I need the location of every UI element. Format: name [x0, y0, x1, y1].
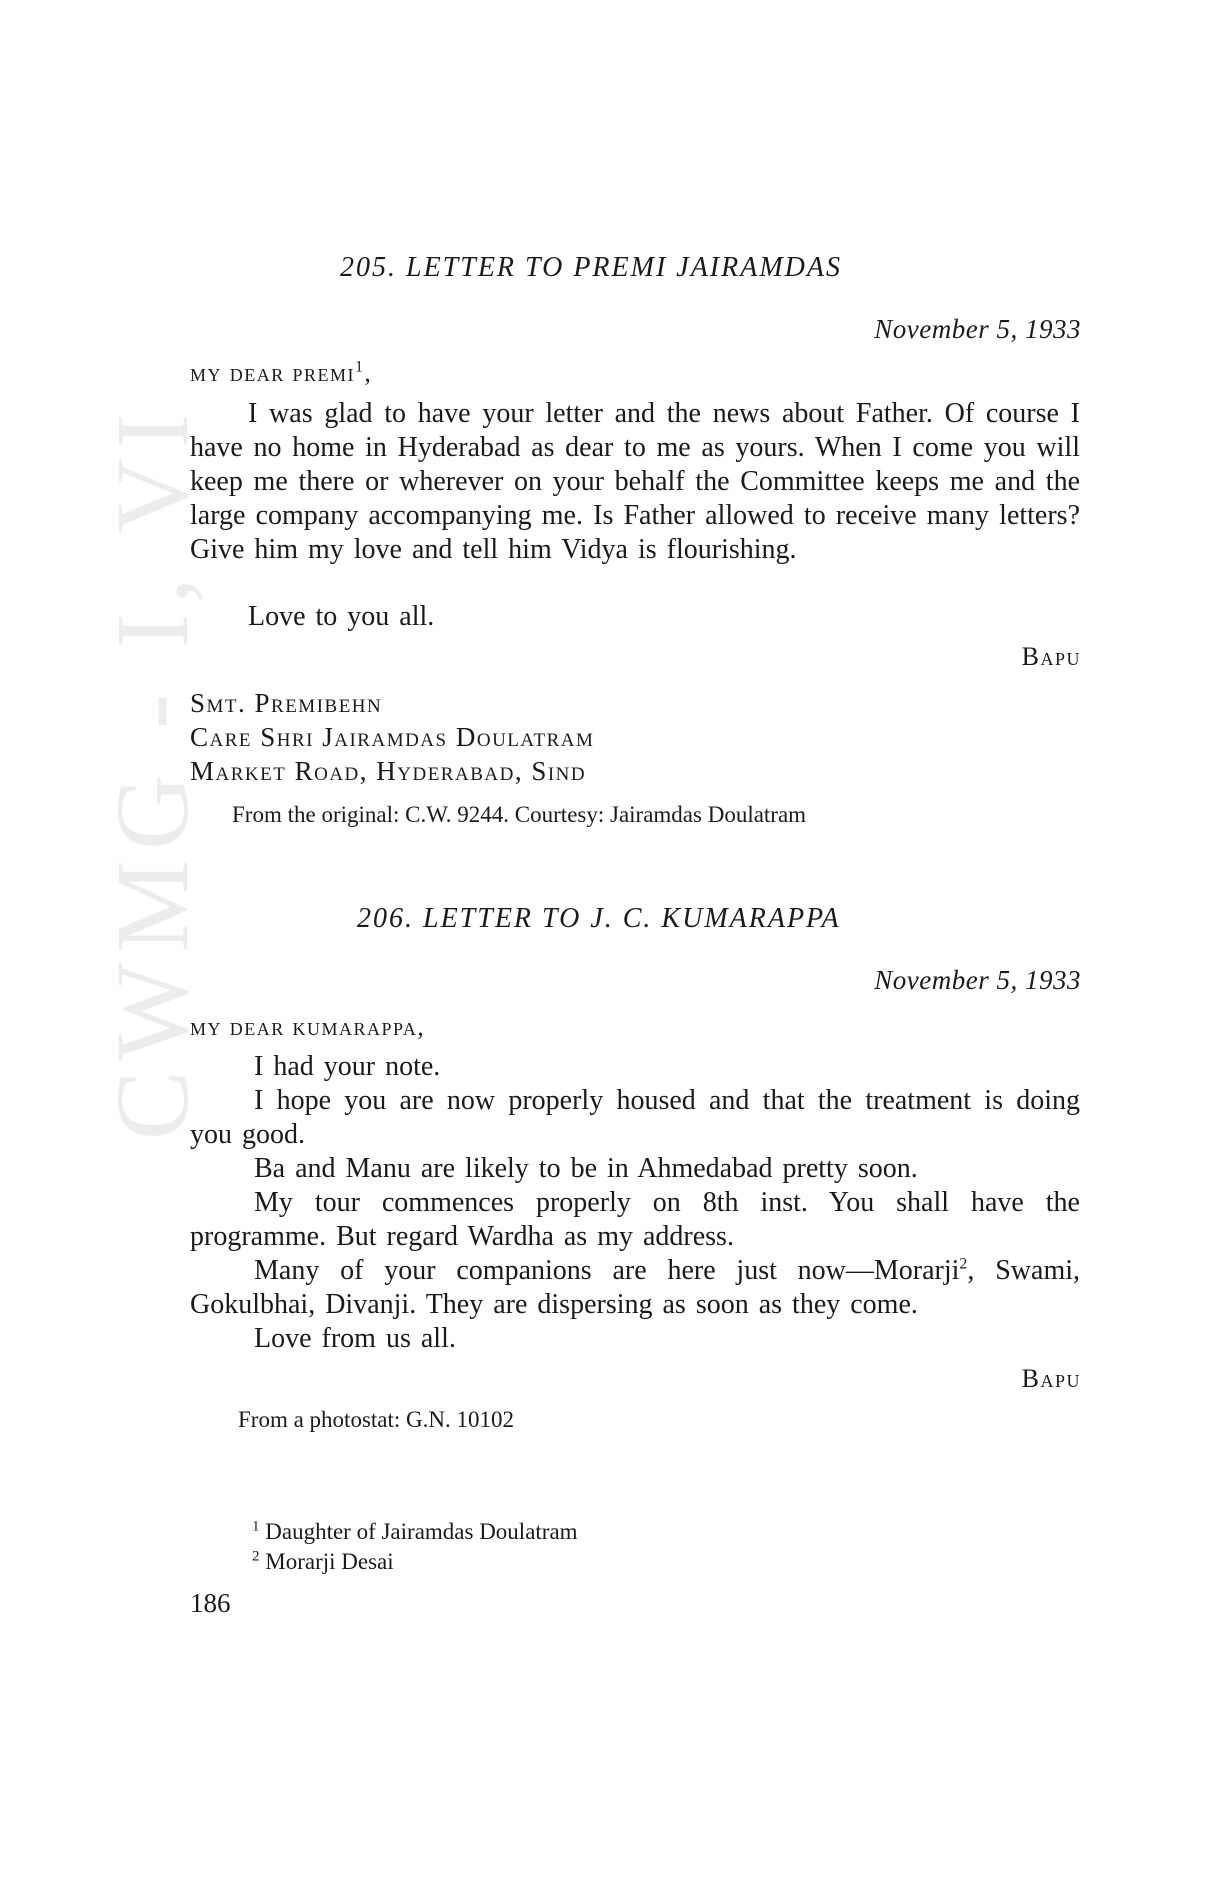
salutation-text: my dear premi	[190, 360, 356, 387]
letter-206-source: From a photostat: G.N. 10102	[238, 1407, 514, 1432]
letter-206-paragraph-5	[190, 1254, 1080, 1322]
letter-206-salutation: my dear kumarappa,	[190, 1014, 426, 1041]
letter-206-paragraph-1: I had your note.	[254, 1051, 441, 1082]
footnote-ref-2: 2	[959, 1255, 968, 1273]
letter-206-date: November 5, 1933	[874, 965, 1081, 995]
letter-206-paragraph-3: Ba and Manu are likely to be in Ahmedabad pretty soon.	[254, 1153, 918, 1184]
paragraph-text: Many of your companions are here just now—Morarji	[254, 1255, 960, 1286]
footnote-mark: 1	[252, 1518, 260, 1535]
letter-206-paragraph-6: Love from us all.	[254, 1323, 456, 1354]
letter-205-salutation	[190, 360, 372, 388]
footnote-2	[252, 1547, 578, 1577]
address-line: Market Road, Hyderabad, Sind	[190, 756, 587, 786]
address-line: Smt. Premibehn	[190, 688, 383, 718]
footnote-1	[252, 1517, 578, 1547]
paragraph-text: , Swami, Gokulbhai, Divanji. They are dispersing as soon as they come.	[190, 1255, 1080, 1320]
letter-206-heading: 206. LETTER TO J. C. KUMARAPPA	[357, 903, 841, 934]
address-line: Care Shri Jairamdas Doulatram	[190, 722, 595, 752]
watermark: CWMG - I, VI	[95, 403, 210, 1140]
letter-205-signature: Bapu	[1021, 642, 1081, 671]
footnote-text: Daughter of Jairamdas Doulatram	[265, 1519, 578, 1544]
footnote-mark: 2	[252, 1548, 260, 1565]
letter-206-signature: Bapu	[1021, 1364, 1081, 1393]
letter-205-heading: 205. LETTER TO PREMI JAIRAMDAS	[340, 252, 842, 283]
footnotes	[252, 1517, 578, 1577]
letter-205-source: From the original: C.W. 9244. Courtesy: Jairamdas Doulatram	[232, 802, 807, 827]
page-number: 186	[190, 1588, 231, 1618]
letter-205-paragraph-1: I was glad to have your letter and the news about Father. Of course I have no home in Hyderabad as dear to me as yours. When I come you will keep me there or wherever on your behalf the Committee keeps me and the large company accompanying me. Is Father allowed to receive many letters? Give him my love and tell him Vidya is flourishing.	[190, 398, 1080, 565]
letter-205-paragraph-2: Love to you all.	[248, 601, 435, 632]
letter-206-paragraph-2: I hope you are now properly housed and that the treatment is doing you good.	[190, 1085, 1080, 1150]
letter-205-address	[190, 686, 594, 788]
salutation-end: ,	[364, 360, 373, 387]
footnote-ref-1: 1	[355, 358, 365, 376]
letter-206-paragraph-4: My tour commences properly on 8th inst. You shall have the programme. But regard Wardha as my address.	[190, 1187, 1080, 1252]
letter-205-date: November 5, 1933	[874, 314, 1081, 344]
footnote-text: Morarji Desai	[265, 1549, 394, 1574]
